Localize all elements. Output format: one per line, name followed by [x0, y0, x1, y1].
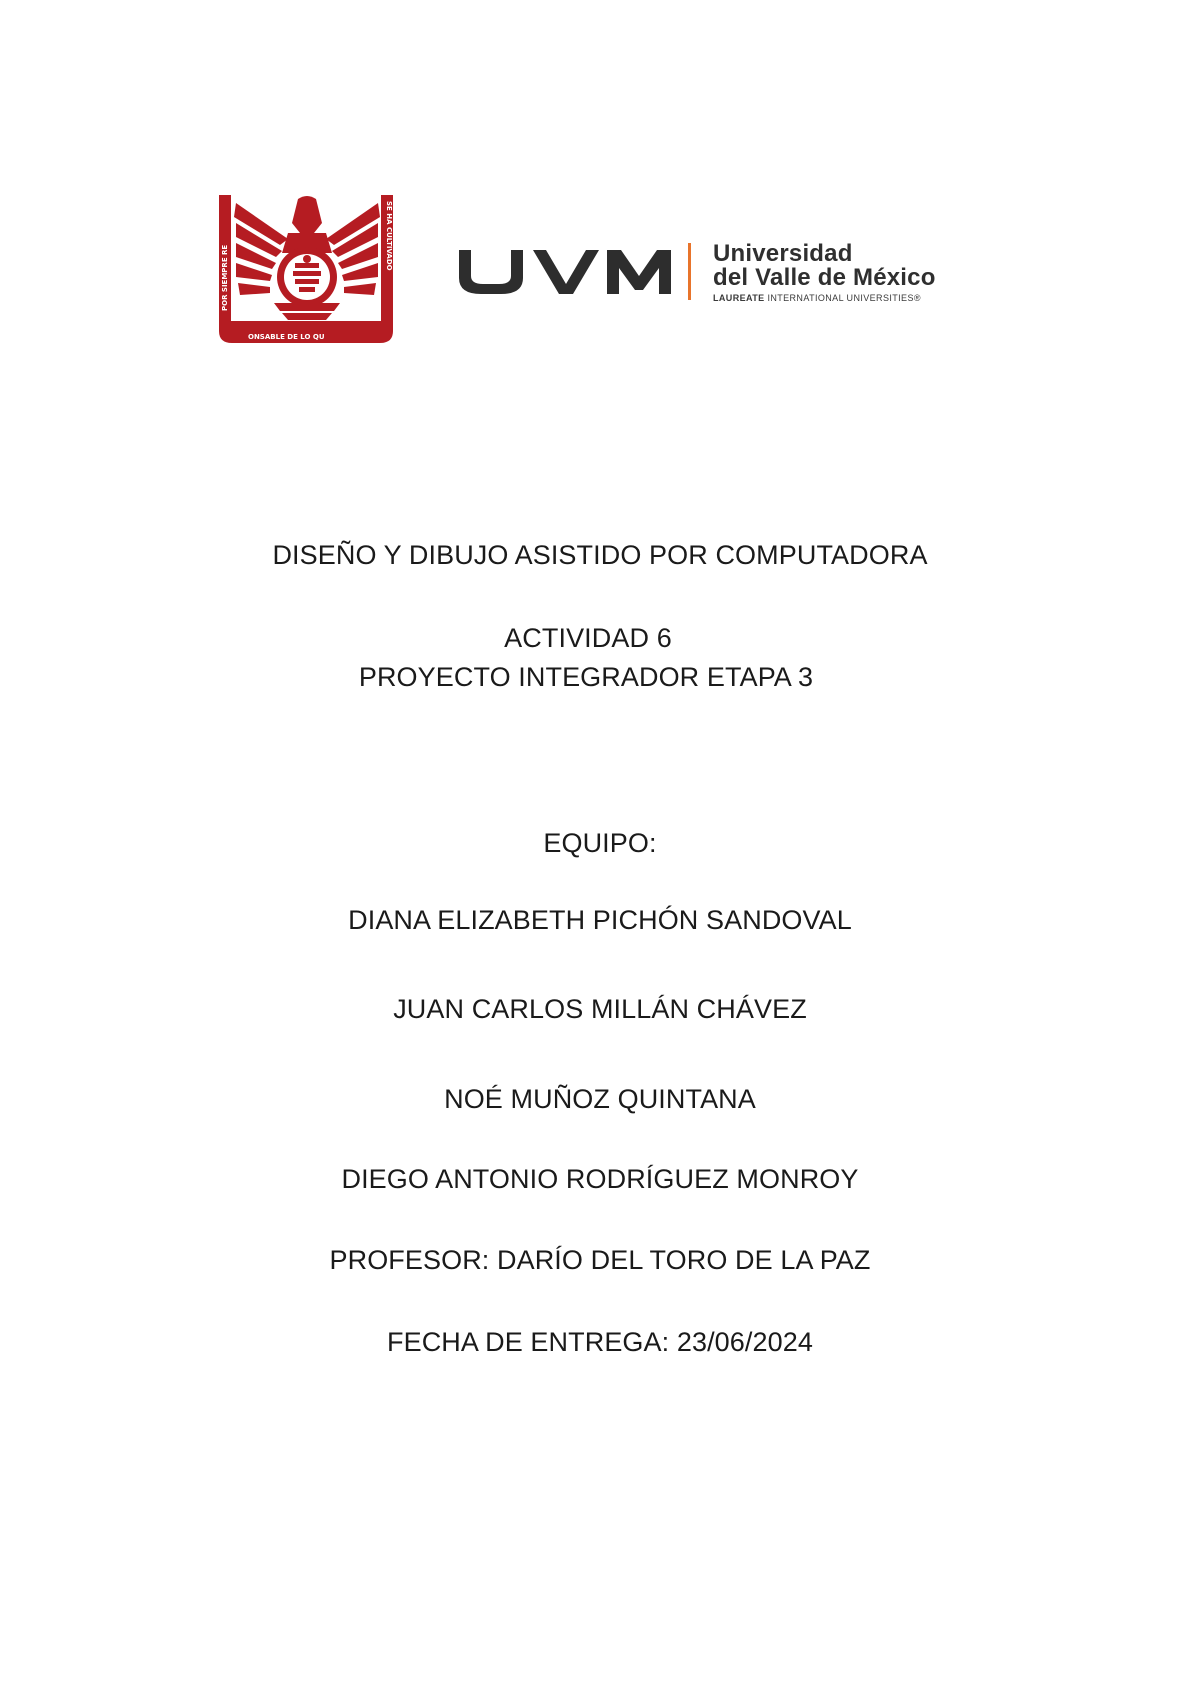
uvm-logo — [455, 238, 985, 310]
tagline-bold: LAUREATE — [713, 293, 765, 303]
team-member: JUAN CARLOS MILLÁN CHÁVEZ — [393, 994, 807, 1024]
svg-text:SE HA CULTIVADO: SE HA CULTIVADO — [385, 201, 393, 271]
network-tagline — [713, 293, 921, 303]
svg-text:POR SIEMPRE RE: POR SIEMPRE RE — [221, 244, 229, 311]
university-name-line-2: del Valle de México — [713, 264, 936, 291]
team-member: DIEGO ANTONIO RODRÍGUEZ MONROY — [341, 1164, 859, 1194]
university-name-line-1: Universidad — [713, 240, 853, 267]
team-label: EQUIPO: — [543, 828, 657, 858]
uvm-mark-icon — [455, 246, 673, 296]
tagline-rest: INTERNATIONAL UNIVERSITIES® — [767, 293, 921, 303]
team-member: NOÉ MUÑOZ QUINTANA — [444, 1084, 756, 1114]
activity-number: ACTIVIDAD 6 — [504, 623, 672, 653]
logo-divider — [688, 243, 691, 300]
university-seal-icon — [218, 193, 396, 349]
due-date-line: FECHA DE ENTREGA: 23/06/2024 — [387, 1327, 813, 1357]
team-member: DIANA ELIZABETH PICHÓN SANDOVAL — [348, 905, 852, 935]
project-title: PROYECTO INTEGRADOR ETAPA 3 — [358, 662, 814, 692]
svg-text:ONSABLE DE LO QU: ONSABLE DE LO QU — [248, 333, 325, 341]
professor-line: PROFESOR: DARÍO DEL TORO DE LA PAZ — [329, 1245, 871, 1275]
course-title: DISEÑO Y DIBUJO ASISTIDO POR COMPUTADORA — [272, 540, 928, 570]
